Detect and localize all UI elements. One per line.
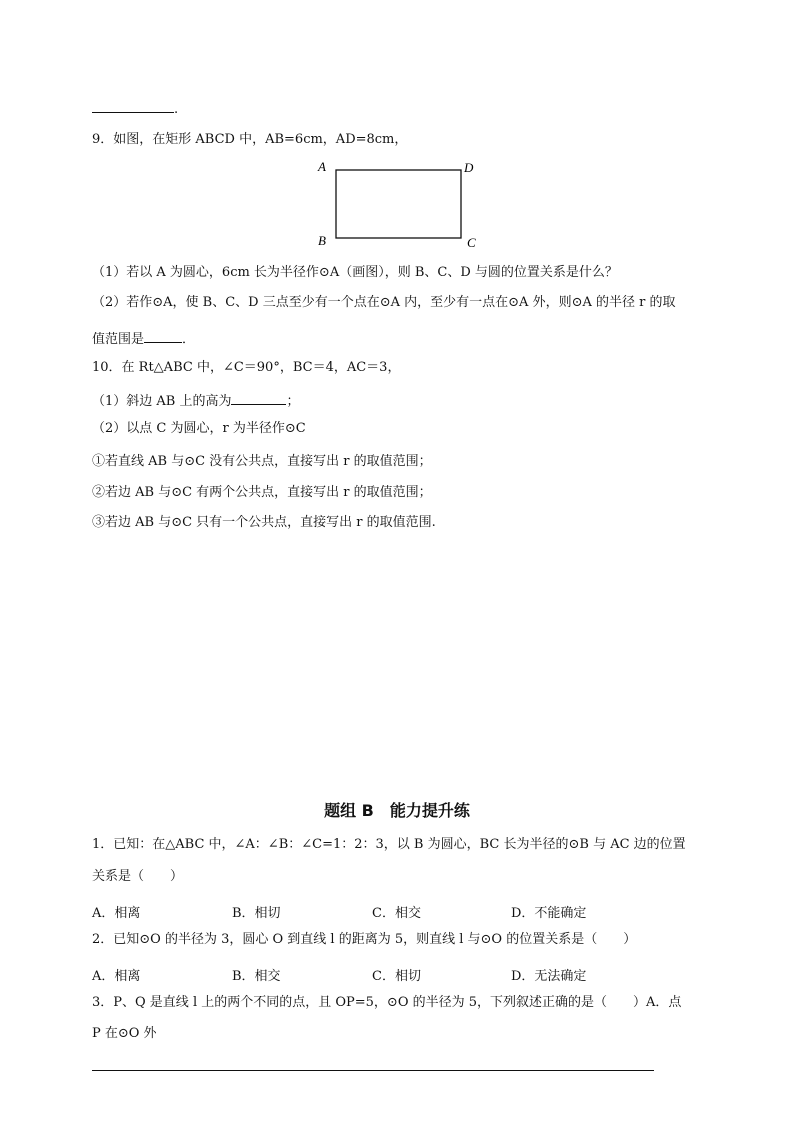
- label-c: C: [467, 235, 476, 250]
- b3-line1: 3．P、Q 是直线 l 上的两个不同的点，且 OP=5，⊙O 的半径为 5，下列叙述正确的是（ ）A．点: [92, 995, 682, 1010]
- q9-stem: 9．如图，在矩形 ABCD 中，AB=6cm，AD=8cm，: [92, 132, 408, 147]
- q10-sub2: ②若边 AB 与⊙C 有两个公共点，直接写出 r 的取值范围；: [92, 485, 432, 500]
- b1-line1: 1．已知：在△ABC 中，∠A：∠B：∠C=1：2：3，以 B 为圆心，BC 长为半径的⊙B 与 AC 边的位置: [92, 837, 686, 852]
- q10-part2: （2）以点 C 为圆心，r 为半径作⊙C: [92, 421, 306, 436]
- rectangle-abcd: [336, 170, 461, 238]
- b1-line2: 关系是（ ）: [92, 869, 184, 884]
- b1-option-a: A．相离: [92, 906, 141, 921]
- answer-underline: [231, 392, 286, 405]
- label-b: B: [318, 233, 326, 248]
- q10-part1: [92, 392, 300, 408]
- b3-line2: P 在⊙O 外: [92, 1026, 157, 1041]
- label-a: A: [318, 159, 326, 174]
- q9-part2-line2: [92, 330, 195, 346]
- b2-option-d: D．无法确定: [511, 969, 587, 984]
- q10-sub3: ③若边 AB 与⊙C 只有一个公共点，直接写出 r 的取值范围.: [92, 515, 436, 530]
- b2-option-b: B．相交: [232, 969, 281, 984]
- answer-underline: [92, 100, 174, 113]
- semicolon: ；: [286, 394, 300, 409]
- q9-part1: （1）若以 A 为圆心，6cm 长为半径作⊙A（画图），则 B、C、D 与圆的位置关系是什么？: [92, 265, 618, 280]
- period: ．: [182, 332, 196, 347]
- q10-stem: 10．在 Rt△ABC 中，∠C＝90°，BC＝4，AC＝3，: [92, 360, 401, 375]
- b2-option-c: C．相切: [372, 969, 421, 984]
- q9-part2-text: 值范围是: [92, 332, 145, 347]
- footer-rule: [92, 1070, 654, 1071]
- period: .: [174, 102, 179, 117]
- answer-underline: [144, 330, 182, 343]
- section-title: 题组 B 能力提升练: [324, 801, 470, 820]
- b1-option-b: B．相切: [232, 906, 281, 921]
- q9-rectangle-figure: [312, 156, 482, 252]
- label-d: D: [464, 160, 474, 175]
- b1-option-c: C．相交: [372, 906, 421, 921]
- previous-answer-blank: [92, 100, 178, 116]
- q10-part1-text: （1）斜边 AB 上的高为: [92, 394, 232, 409]
- q9-part2-line1: （2）若作⊙A，使 B、C、D 三点至少有一个点在⊙A 内，至少有一点在⊙A 外，则⊙A 的半径 r 的取: [92, 295, 676, 310]
- b2-option-a: A．相离: [92, 969, 141, 984]
- b1-option-d: D．不能确定: [511, 906, 587, 921]
- q10-sub1: ①若直线 AB 与⊙C 没有公共点，直接写出 r 的取值范围；: [92, 454, 432, 469]
- b2-line1: 2．已知⊙O 的半径为 3，圆心 O 到直线 l 的距离为 5，则直线 l 与⊙O 的位置关系是（ ）: [92, 932, 637, 947]
